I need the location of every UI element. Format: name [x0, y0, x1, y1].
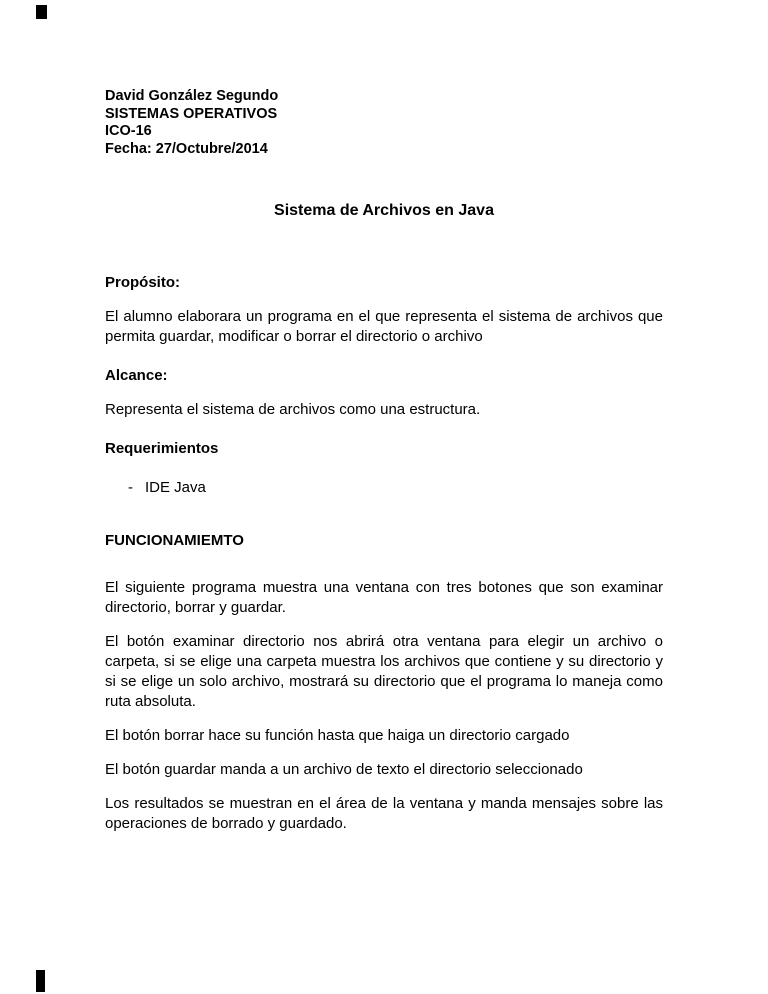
- section-heading-proposito: Propósito:: [105, 274, 180, 291]
- group-line: ICO-16: [105, 123, 152, 139]
- section-heading-alcance: Alcance:: [105, 367, 168, 384]
- paragraph-funcionamiento-1: El siguiente programa muestra una ventana con tres botones que son examinar directorio, borrar y guardar.: [105, 579, 663, 616]
- section-heading-funcionamiento: FUNCIONAMIEMTO: [105, 532, 244, 549]
- paragraph-proposito: El alumno elaborara un programa en el que representa el sistema de archivos que permita guardar, modificar o borrar el directorio o archivo: [105, 308, 663, 345]
- corner-mark-bottom: [36, 970, 45, 992]
- date-line: Fecha: 27/Octubre/2014: [105, 140, 268, 157]
- requirement-item-text: IDE Java: [145, 479, 206, 496]
- paragraph-funcionamiento-3: El botón borrar hace su función hasta que haiga un directorio cargado: [105, 727, 570, 744]
- author-line: David González Segundo: [105, 88, 279, 104]
- section-heading-requerimientos: Requerimientos: [105, 440, 219, 457]
- paragraph-funcionamiento-2: El botón examinar directorio nos abrirá otra ventana para elegir un archivo o carpeta, si se elige una carpeta muestra los archivos que contiene y su directorio y si se elige un solo archivo, mostrará su directorio que el programa lo maneja como ruta absoluta.: [105, 633, 663, 710]
- document-title: Sistema de Archivos en Java: [274, 202, 494, 219]
- document-header: [105, 88, 663, 158]
- corner-mark-top: [36, 5, 47, 19]
- paragraph-funcionamiento-5: Los resultados se muestran en el área de la ventana y manda mensajes sobre las operaciones de borrado y guardado.: [105, 795, 663, 832]
- list-dash-marker: -: [128, 479, 133, 496]
- paragraph-funcionamiento-4: El botón guardar manda a un archivo de texto el directorio seleccionado: [105, 761, 583, 778]
- requirement-list-item: [105, 478, 663, 498]
- paragraph-alcance: Representa el sistema de archivos como una estructura.: [105, 401, 481, 418]
- course-line: SISTEMAS OPERATIVOS: [105, 105, 278, 122]
- document-page: [105, 88, 663, 834]
